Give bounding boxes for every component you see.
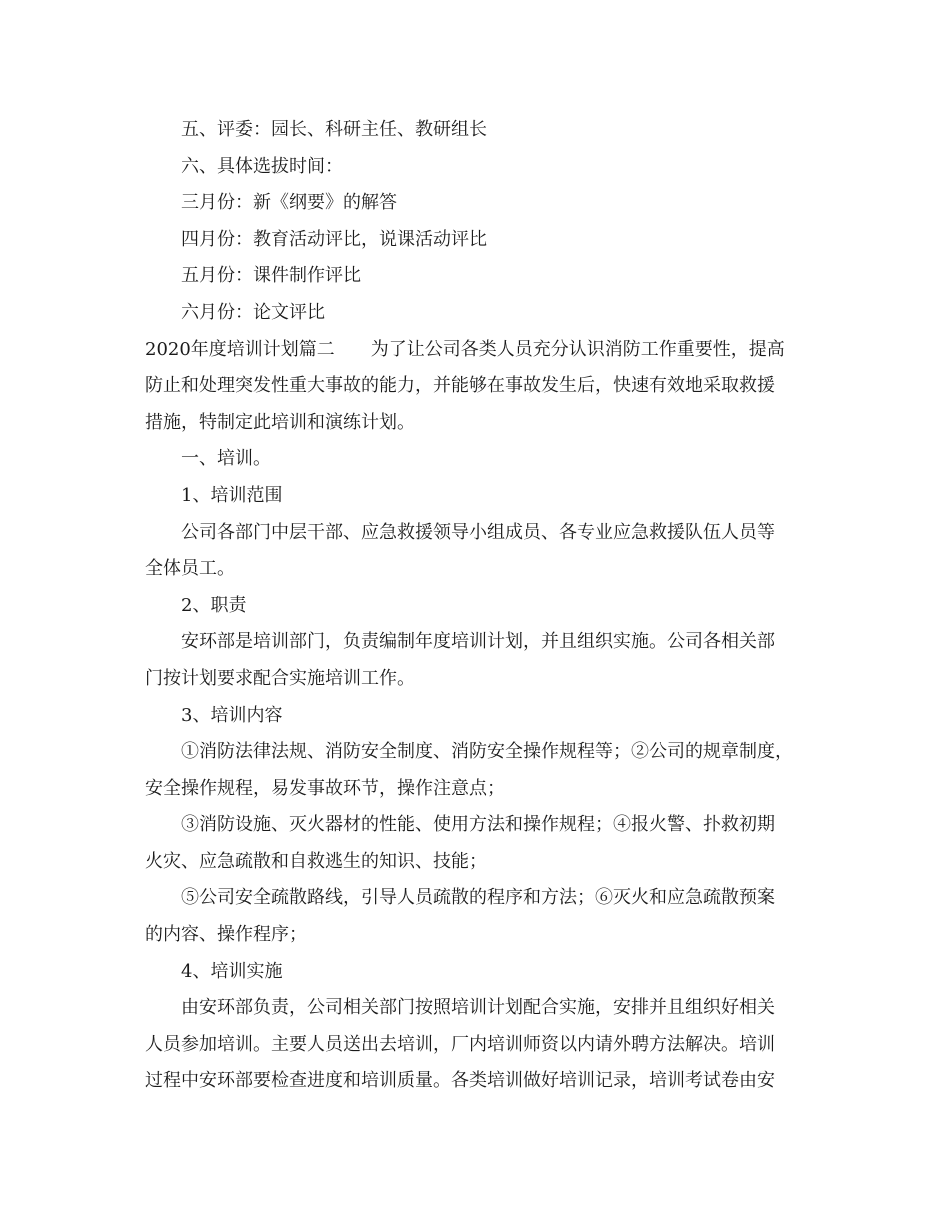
text-line: 六、具体选拔时间： bbox=[181, 155, 343, 177]
text-line: 四月份：教育活动评比，说课活动评比 bbox=[181, 228, 487, 250]
text-line: 1、培训范围 bbox=[181, 484, 283, 506]
text-line: 过程中安环部要检查进度和培训质量。各类培训做好培训记录，培训考试卷由安 bbox=[145, 1070, 775, 1092]
text-line: 措施，特制定此培训和演练计划。 bbox=[145, 411, 415, 433]
text-line: 由安环部负责，公司相关部门按照培训计划配合实施，安排并且组织好相关 bbox=[181, 997, 775, 1019]
text-line: 防止和处理突发性重大事故的能力，并能够在事故发生后，快速有效地采取救援 bbox=[145, 375, 775, 397]
text-line: 3、培训内容 bbox=[181, 704, 283, 726]
text-line: ③消防设施、灭火器材的性能、使用方法和操作规程；④报火警、扑救初期 bbox=[181, 814, 775, 836]
text-line: 人员参加培训。主要人员送出去培训，厂内培训师资以内请外聘方法解决。培训 bbox=[145, 1033, 775, 1055]
text-line: 门按计划要求配合实施培训工作。 bbox=[145, 667, 415, 689]
text-line: 2、职责 bbox=[181, 594, 247, 616]
text-line: 4、培训实施 bbox=[181, 960, 283, 982]
text-line: 五月份：课件制作评比 bbox=[181, 265, 361, 287]
text-line: ⑤公司安全疏散路线，引导人员疏散的程序和方法；⑥灭火和应急疏散预案 bbox=[181, 887, 775, 909]
text-line: 一、培训。 bbox=[181, 448, 271, 470]
text-line: 2020年度培训计划篇二 为了让公司各类人员充分认识消防工作重要性，提高 bbox=[145, 338, 785, 360]
text-line: ①消防法律法规、消防安全制度、消防安全操作规程等；②公司的规章制度， bbox=[181, 741, 793, 763]
text-line: 三月份：新《纲要》的解答 bbox=[181, 192, 397, 214]
text-line: 公司各部门中层干部、应急救援领导小组成员、各专业应急救援队伍人员等 bbox=[181, 521, 775, 543]
text-line: 火灾、应急疏散和自救逃生的知识、技能； bbox=[145, 850, 487, 872]
text-line: 全体员工。 bbox=[145, 558, 235, 580]
text-line: 安全操作规程，易发事故环节，操作注意点； bbox=[145, 777, 505, 799]
text-line: 五、评委：园长、科研主任、教研组长 bbox=[181, 119, 487, 140]
text-line: 安环部是培训部门，负责编制年度培训计划，并且组织实施。公司各相关部 bbox=[181, 631, 775, 653]
text-line: 六月份：论文评比 bbox=[181, 301, 325, 323]
document-body bbox=[145, 112, 810, 1100]
text-line: 的内容、操作程序； bbox=[145, 924, 307, 946]
